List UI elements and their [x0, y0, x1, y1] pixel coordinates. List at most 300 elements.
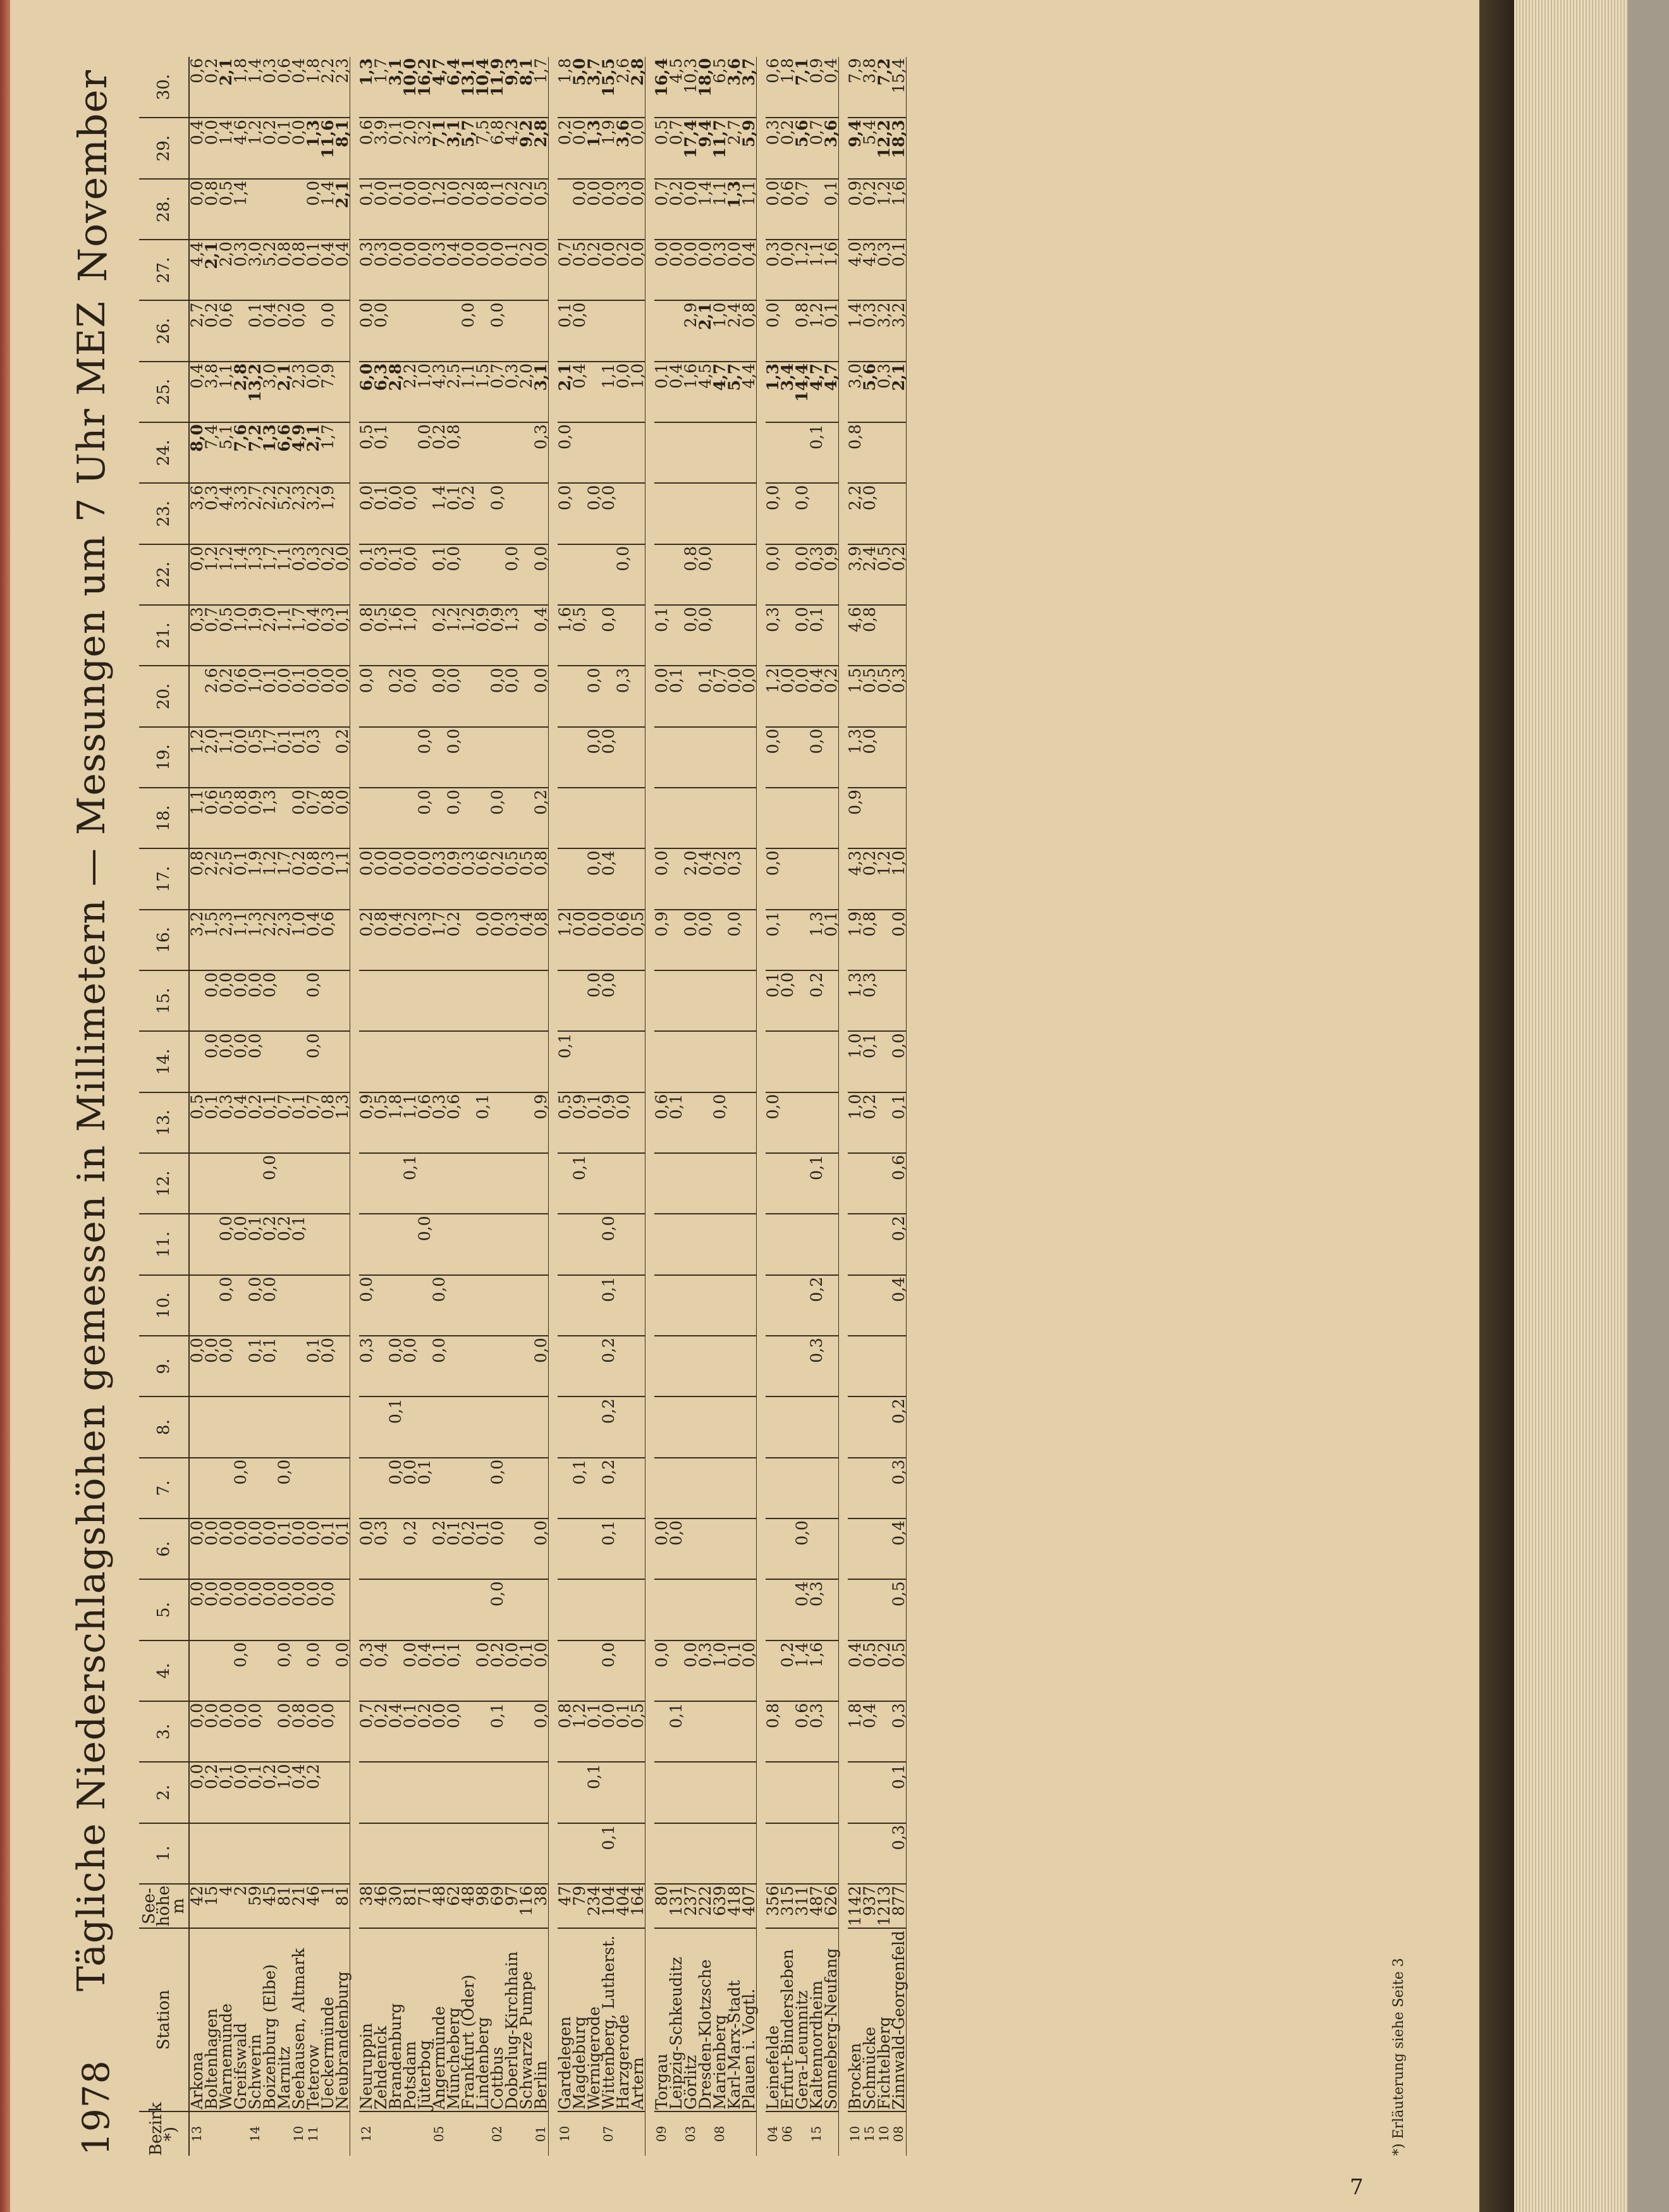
- precip-value: 0,2: [321, 544, 335, 605]
- station-height: 21: [291, 1884, 306, 1928]
- precip-value: 3,6: [189, 483, 204, 544]
- precip-value: 0,0: [388, 1458, 403, 1518]
- precip-value: 1,4: [698, 179, 712, 240]
- precip-value: [809, 1031, 824, 1092]
- precip-value: 0,2: [891, 544, 907, 605]
- precip-value: 0,0: [558, 422, 572, 483]
- precip-value: 0,0: [219, 1031, 233, 1092]
- precip-value: [335, 1579, 350, 1640]
- precip-value: 4,7: [432, 57, 446, 118]
- precip-value: 0,0: [403, 848, 417, 909]
- precip-value: 0,4: [862, 1701, 877, 1762]
- precip-value: 1,2: [262, 848, 277, 909]
- precip-value: 0,3: [321, 605, 335, 666]
- precip-value: [727, 1701, 742, 1762]
- precip-value: [374, 1275, 388, 1336]
- day-header: 21.: [139, 605, 189, 666]
- precip-value: 0,2: [291, 848, 306, 909]
- precip-value: [189, 1641, 204, 1701]
- precip-value: [698, 1396, 712, 1457]
- precip-value: [630, 422, 645, 483]
- precip-value: 2,8: [388, 362, 403, 422]
- precip-value: 0,4: [519, 910, 534, 970]
- precip-value: 0,0: [601, 1214, 616, 1274]
- precip-value: [848, 1336, 862, 1396]
- precip-value: 0,1: [388, 544, 403, 605]
- precip-value: [558, 1396, 572, 1457]
- precip-value: [321, 1275, 335, 1336]
- precip-value: 0,2: [780, 118, 795, 178]
- precip-value: 0,7: [306, 788, 321, 848]
- precip-value: 0,1: [417, 1458, 432, 1518]
- precip-value: 1,7: [432, 910, 446, 970]
- precip-value: [335, 483, 350, 544]
- precip-value: 0,1: [248, 1214, 262, 1274]
- precip-value: [558, 666, 572, 726]
- precip-value: 0,0: [490, 666, 504, 726]
- precip-value: [335, 422, 350, 483]
- precip-value: 0,8: [189, 848, 204, 909]
- precip-value: 0,0: [587, 666, 601, 726]
- precip-value: [654, 544, 669, 605]
- precip-value: [519, 483, 534, 544]
- precip-value: 3,0: [262, 362, 277, 422]
- precip-value: [204, 1153, 219, 1214]
- precip-value: 0,6: [417, 1092, 432, 1153]
- precip-value: 3,0: [848, 362, 862, 422]
- precip-value: 16,4: [654, 57, 669, 118]
- precip-value: [669, 1396, 683, 1457]
- precip-value: [683, 1275, 698, 1336]
- precip-value: [669, 970, 683, 1031]
- precip-value: [504, 1214, 519, 1274]
- precip-value: 0,2: [219, 666, 233, 726]
- precip-value: 0,3: [698, 1641, 712, 1701]
- precip-value: [891, 788, 907, 848]
- precip-value: [587, 788, 601, 848]
- station-name: Zehdenick: [374, 1928, 388, 2111]
- precip-value: [766, 422, 780, 483]
- precip-value: 1,0: [291, 910, 306, 970]
- precip-value: [742, 1031, 757, 1092]
- precip-value: 0,0: [587, 727, 601, 788]
- precip-value: 1,7: [534, 57, 549, 118]
- precip-value: 2,5: [219, 848, 233, 909]
- precip-value: 0,0: [601, 1701, 616, 1762]
- precip-value: 0,6: [891, 1153, 907, 1214]
- precip-value: 0,5: [572, 240, 587, 300]
- precip-value: 0,0: [417, 1214, 432, 1274]
- precip-value: [630, 1336, 645, 1396]
- precip-value: [712, 483, 727, 544]
- precip-value: [504, 300, 519, 361]
- precip-value: 10,4: [475, 57, 490, 118]
- precip-value: [742, 422, 757, 483]
- precip-value: [824, 1275, 839, 1336]
- station-name: Greifswald: [233, 1928, 248, 2111]
- precip-value: 0,0: [417, 179, 432, 240]
- precip-value: [403, 970, 417, 1031]
- precip-value: 7,5: [475, 118, 490, 178]
- precip-value: 0,0: [204, 1336, 219, 1396]
- precip-value: 0,0: [219, 1336, 233, 1396]
- precip-value: 0,3: [374, 544, 388, 605]
- precip-value: 0,3: [291, 544, 306, 605]
- precip-value: 0,2: [587, 240, 601, 300]
- precip-value: 0,0: [291, 118, 306, 178]
- precip-value: 0,3: [432, 1092, 446, 1153]
- precip-value: [417, 1579, 432, 1640]
- precip-value: [616, 1762, 630, 1823]
- precip-value: 2,8: [534, 118, 549, 178]
- precip-value: 3,3: [233, 483, 248, 544]
- precip-value: [432, 1762, 446, 1823]
- station-name: Schmücke: [862, 1928, 877, 2111]
- precip-value: 0,7: [277, 1092, 291, 1153]
- precip-value: [712, 1336, 727, 1396]
- precip-value: [432, 1153, 446, 1214]
- precip-value: 0,5: [519, 848, 534, 909]
- precip-value: [519, 300, 534, 361]
- precip-value: 5,1: [219, 422, 233, 483]
- station-name: Neubrandenburg: [335, 1928, 350, 2111]
- precip-value: [359, 788, 374, 848]
- station-height: 311: [795, 1884, 809, 1928]
- precip-value: 12,2: [877, 118, 891, 178]
- precip-value: [461, 1214, 475, 1274]
- precip-value: [809, 1214, 824, 1274]
- precip-value: [630, 727, 645, 788]
- precip-value: [490, 1275, 504, 1336]
- precip-value: 0,0: [306, 1641, 321, 1701]
- precip-value: [504, 1396, 519, 1457]
- precip-value: 0,3: [891, 666, 907, 726]
- precip-value: 0,0: [359, 300, 374, 361]
- precip-value: 0,0: [601, 1641, 616, 1701]
- precip-value: [630, 1031, 645, 1092]
- bezirk-cell: [461, 2111, 475, 2156]
- station-name: Wittenberg, Lutherst.: [601, 1928, 616, 2111]
- precip-value: 0,2: [809, 970, 824, 1031]
- precip-value: 0,5: [572, 605, 587, 666]
- precip-value: 3,4: [780, 362, 795, 422]
- precip-value: 0,0: [572, 300, 587, 361]
- precip-value: 1,3: [248, 910, 262, 970]
- precip-value: 1,2: [189, 727, 204, 788]
- precip-value: [742, 1275, 757, 1336]
- precip-value: [504, 727, 519, 788]
- station-name: Marienberg: [712, 1928, 727, 2111]
- precip-value: 0,4: [809, 666, 824, 726]
- station-height: 2: [233, 1884, 248, 1928]
- precip-value: 0,0: [417, 422, 432, 483]
- precip-value: [306, 1458, 321, 1518]
- precip-value: 0,0: [262, 1153, 277, 1214]
- precip-value: [824, 970, 839, 1031]
- precip-value: 1,6: [824, 240, 839, 300]
- precip-value: [306, 1153, 321, 1214]
- precip-value: 5,2: [262, 240, 277, 300]
- precip-value: 5,6: [862, 362, 877, 422]
- station-height: 418: [727, 1884, 742, 1928]
- precip-value: [461, 1579, 475, 1640]
- bezirk-cell: 03: [683, 2125, 698, 2142]
- precip-value: 7,1: [432, 118, 446, 178]
- precip-value: 0,0: [587, 910, 601, 970]
- day-header: 18.: [139, 788, 189, 848]
- precip-value: 2,0: [219, 240, 233, 300]
- precip-value: 18,0: [698, 57, 712, 118]
- precip-value: [683, 1092, 698, 1153]
- precip-value: [630, 1762, 645, 1823]
- precip-value: 5,7: [461, 118, 475, 178]
- precip-value: [862, 1336, 877, 1396]
- day-header: 10.: [139, 1275, 189, 1336]
- precip-value: 0,0: [780, 666, 795, 726]
- precip-value: 5,0: [572, 57, 587, 118]
- precip-value: [616, 788, 630, 848]
- precip-value: [654, 422, 669, 483]
- precip-value: 0,5: [877, 544, 891, 605]
- precip-value: 3,6: [616, 118, 630, 178]
- precip-value: 2,0: [519, 362, 534, 422]
- station-height: 30: [388, 1884, 403, 1928]
- precip-value: 0,2: [204, 57, 219, 118]
- precip-value: [824, 727, 839, 788]
- precip-value: [712, 422, 727, 483]
- precip-value: [712, 1031, 727, 1092]
- precip-value: [277, 1336, 291, 1396]
- precip-value: [403, 1579, 417, 1640]
- bezirk-cell: 11: [305, 2125, 321, 2142]
- precip-value: 0,3: [809, 1701, 824, 1762]
- precip-value: [824, 1518, 839, 1579]
- precip-value: [461, 1153, 475, 1214]
- precip-value: 3,6: [727, 57, 742, 118]
- precip-value: 0,0: [490, 1579, 504, 1640]
- precip-value: [277, 970, 291, 1031]
- precip-value: [862, 1153, 877, 1214]
- footnote: *) Erläuterung siehe Seite 3: [1391, 1958, 1407, 2156]
- precip-value: 0,0: [417, 848, 432, 909]
- precip-value: [291, 1275, 306, 1336]
- precip-value: 0,0: [432, 1336, 446, 1396]
- precip-value: 0,8: [306, 848, 321, 909]
- precip-value: 0,0: [359, 483, 374, 544]
- precip-value: [321, 1031, 335, 1092]
- bezirk-cell: 13: [189, 2125, 204, 2142]
- station-height: 97: [504, 1884, 519, 1928]
- precip-value: [742, 727, 757, 788]
- precip-value: [572, 1031, 587, 1092]
- precip-value: [712, 788, 727, 848]
- precip-value: [683, 1518, 698, 1579]
- precip-value: 0,2: [669, 179, 683, 240]
- precip-value: 0,1: [374, 483, 388, 544]
- precip-value: [504, 970, 519, 1031]
- precip-value: 0,8: [321, 788, 335, 848]
- station-name: Berlin: [534, 1928, 549, 2111]
- bezirk-cell: [795, 2111, 809, 2156]
- precip-value: 0,0: [432, 1701, 446, 1762]
- precip-value: 1,9: [248, 848, 262, 909]
- precip-value: [780, 1336, 795, 1396]
- precip-value: [519, 1579, 534, 1640]
- precip-value: [335, 910, 350, 970]
- precip-value: 1,9: [848, 910, 862, 970]
- precip-value: 0,0: [698, 910, 712, 970]
- precip-value: 0,1: [403, 1701, 417, 1762]
- precip-value: 2,5: [446, 362, 461, 422]
- station-height: 356: [766, 1884, 780, 1928]
- precip-value: [616, 483, 630, 544]
- precip-value: [359, 1153, 374, 1214]
- station-height: 98: [475, 1884, 490, 1928]
- precip-value: 0,8: [683, 544, 698, 605]
- precip-value: 0,8: [862, 910, 877, 970]
- precip-value: 0,0: [727, 910, 742, 970]
- precip-value: 4,6: [233, 118, 248, 178]
- precip-value: 1,6: [809, 1641, 824, 1701]
- precip-value: 0,0: [291, 1518, 306, 1579]
- precip-value: 1,5: [204, 910, 219, 970]
- precip-value: [824, 848, 839, 909]
- station-height: 315: [780, 1884, 795, 1928]
- precip-value: 0,9: [848, 788, 862, 848]
- precip-value: 0,2: [417, 1701, 432, 1762]
- precip-value: 0,0: [601, 910, 616, 970]
- precip-value: 11,6: [321, 118, 335, 178]
- precip-value: 0,0: [204, 1518, 219, 1579]
- precip-value: [616, 1153, 630, 1214]
- precip-value: 0,0: [795, 666, 809, 726]
- precip-value: [698, 1275, 712, 1336]
- precip-value: [630, 970, 645, 1031]
- precip-value: [291, 1396, 306, 1457]
- precip-value: 0,0: [504, 1641, 519, 1701]
- station-name: Neuruppin: [359, 1928, 374, 2111]
- precip-value: 0,0: [291, 788, 306, 848]
- precip-value: 0,2: [432, 422, 446, 483]
- station-height: 237: [683, 1884, 698, 1928]
- precip-value: [432, 1031, 446, 1092]
- precip-value: 1,6: [891, 179, 907, 240]
- precip-value: [727, 1518, 742, 1579]
- precip-value: 7,1: [795, 57, 809, 118]
- precip-value: [766, 1396, 780, 1457]
- precip-value: 3,1: [446, 118, 461, 178]
- precip-value: 0,0: [233, 1579, 248, 1640]
- bezirk-cell: [742, 2111, 757, 2156]
- station-name: Lindenberg: [475, 1928, 490, 2111]
- precip-value: 0,0: [248, 1518, 262, 1579]
- precip-value: [388, 970, 403, 1031]
- precip-value: 0,2: [388, 666, 403, 726]
- station-row: [534, 57, 549, 2156]
- precip-value: 1,7: [321, 422, 335, 483]
- precip-value: 0,0: [795, 483, 809, 544]
- precip-value: [587, 1579, 601, 1640]
- station-name: Harzgerode: [616, 1928, 630, 2111]
- precip-value: 0,2: [490, 848, 504, 909]
- precip-value: [461, 1762, 475, 1823]
- precip-value: 0,4: [189, 118, 204, 178]
- precip-value: 0,0: [587, 848, 601, 909]
- precip-value: 0,2: [306, 1762, 321, 1823]
- precip-value: 0,1: [519, 1641, 534, 1701]
- precip-value: 1,1: [809, 240, 824, 300]
- precip-value: 1,3: [306, 118, 321, 178]
- precip-value: [504, 1275, 519, 1336]
- precip-value: 1,1: [601, 362, 616, 422]
- precip-value: 0,0: [601, 605, 616, 666]
- precip-value: [616, 1336, 630, 1396]
- precip-value: 0,5: [374, 1092, 388, 1153]
- precip-value: [321, 1396, 335, 1457]
- precip-value: 0,3: [712, 240, 727, 300]
- station-row: [335, 57, 350, 2156]
- precip-value: [403, 1762, 417, 1823]
- precip-value: 0,2: [403, 910, 417, 970]
- precip-value: [475, 727, 490, 788]
- station-name: Marnitz: [277, 1928, 291, 2111]
- bezirk-cell: [727, 2111, 742, 2156]
- precip-value: 0,1: [277, 727, 291, 788]
- precip-value: 3,1: [388, 57, 403, 118]
- precip-value: 0,0: [683, 179, 698, 240]
- precip-value: 1,2: [877, 848, 891, 909]
- table-title: Tägliche Niederschlagshöhen gemessen in Millimetern — Messungen um 7 Uhr MEZ: [70, 300, 114, 1991]
- precip-value: [683, 1458, 698, 1518]
- precip-value: [616, 1214, 630, 1274]
- precip-value: 0,1: [403, 1153, 417, 1214]
- precip-value: [417, 300, 432, 361]
- precip-value: 3,8: [862, 57, 877, 118]
- precip-value: [321, 1153, 335, 1214]
- precip-value: [766, 1031, 780, 1092]
- precip-value: 0,0: [219, 1275, 233, 1336]
- precip-value: [475, 1823, 490, 1884]
- precip-value: [587, 300, 601, 361]
- precip-value: 0,0: [630, 179, 645, 240]
- precip-value: 0,3: [306, 727, 321, 788]
- precip-value: [321, 1823, 335, 1884]
- precip-value: [862, 1823, 877, 1884]
- precip-value: [321, 1458, 335, 1518]
- precip-value: 0,2: [877, 1641, 891, 1701]
- precip-value: [616, 1031, 630, 1092]
- precip-value: 0,0: [403, 240, 417, 300]
- precip-value: 0,2: [359, 910, 374, 970]
- precip-value: [446, 1214, 461, 1274]
- station-row: [824, 57, 839, 2156]
- precip-value: 0,7: [654, 179, 669, 240]
- precip-value: 0,0: [306, 1579, 321, 1640]
- precip-value: [862, 1579, 877, 1640]
- precip-value: [669, 788, 683, 848]
- precip-value: [766, 1275, 780, 1336]
- precip-value: [824, 1031, 839, 1092]
- precip-value: 0,1: [291, 1214, 306, 1274]
- precip-value: [698, 788, 712, 848]
- station-name: Cottbus: [490, 1928, 504, 2111]
- precip-value: 0,0: [432, 666, 446, 726]
- precip-value: 0,0: [534, 1701, 549, 1762]
- precip-value: 0,1: [490, 1701, 504, 1762]
- precip-value: 0,0: [417, 240, 432, 300]
- station-name: Gardelegen: [558, 1928, 572, 2111]
- month-heading: November: [70, 70, 116, 283]
